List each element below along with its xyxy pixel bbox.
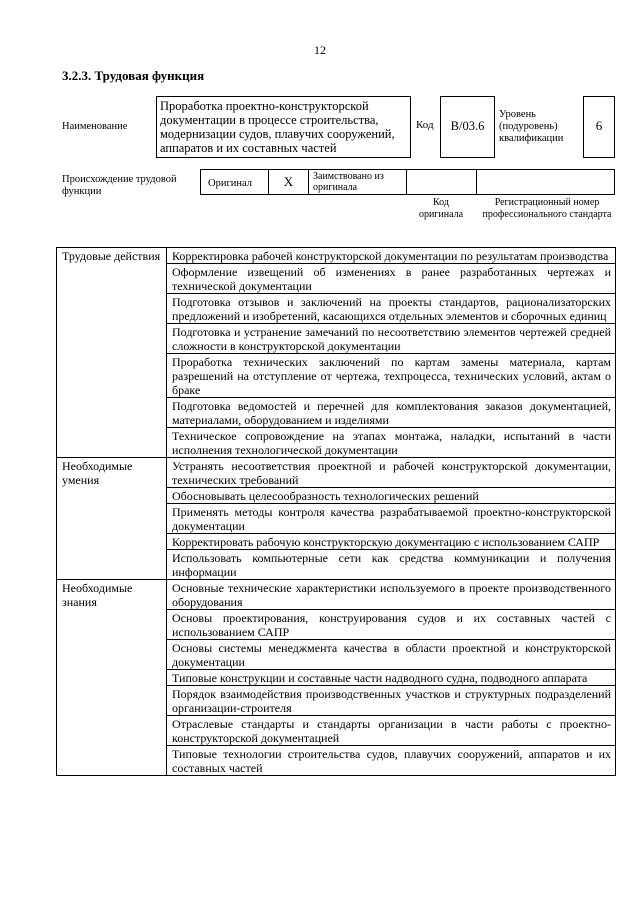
borrowed-label: Заимствовано из оригинала [313, 171, 384, 193]
section-heading: Необходимые знания [57, 580, 167, 776]
level-label: Уровень (подуровень) квалификации [499, 109, 564, 144]
table-row [57, 580, 616, 610]
section-item: Проработка технических заключений по картам замены материала, картам разрешений на отступление от чертежа, техпроцесса, технических условий, актам о браке [167, 354, 616, 398]
code-original-label: Код оригинала [418, 197, 464, 220]
code-label: Код [416, 119, 434, 131]
section-item: Использовать компьютерные сети как средства коммуникации и получения информации [167, 550, 616, 580]
section-item: Устранять несоответствия проектной и рабочей конструкторской документации, технических требований [167, 458, 616, 488]
section-heading: Необходимые умения [57, 458, 167, 580]
section-item: Обосновывать целесообразность технологических решений [167, 488, 616, 504]
origin-label: Происхождение трудовой функции [62, 174, 177, 197]
section-item: Подготовка отзывов и заключений на проекты стандартов, рационализаторских предложений и изобретений, касающихся отдельных элементов и сборочных единиц [167, 294, 616, 324]
level-value: 6 [595, 118, 603, 133]
section-item: Порядок взаимодействия производственных участков и структурных подразделений организации-строителя [167, 686, 616, 716]
original-mark: Х [283, 174, 294, 189]
section-item: Основные технические характеристики используемого в проекте производственного оборудования [167, 580, 616, 610]
table-row [57, 458, 616, 488]
page-number: 12 [314, 43, 326, 57]
section-item: Корректировка рабочей конструкторской документации по результатам производства [167, 248, 616, 264]
section-item: Типовые технологии строительства судов, плавучих сооружений, аппаратов и их составных частей [167, 746, 616, 776]
labor-function-table [56, 247, 616, 776]
section-item: Подготовка и устранение замечаний по несоответствию элементов чертежей средней сложности в конструкторской документации [167, 324, 616, 354]
original-label: Оригинал [208, 178, 252, 189]
code-original-cell [406, 169, 477, 195]
table-row [57, 248, 616, 264]
reg-number-label: Регистрационный номер профессионального стандарта [482, 197, 612, 220]
code-value: В/03.6 [450, 119, 485, 133]
section-heading: Трудовые действия [57, 248, 167, 458]
section-item: Отраслевые стандарты и стандарты организации в части работы с проектно-конструкторской документацией [167, 716, 616, 746]
section-item: Оформление извещений об изменениях в ранее разработанных чертежах и технической документации [167, 264, 616, 294]
section-item: Техническое сопровождение на этапах монтажа, наладки, испытаний в части исполнения технологической документации [167, 428, 616, 458]
section-item: Подготовка ведомостей и перечней для комплектования заказов документацией, материалами, оборудованием и изделиями [167, 398, 616, 428]
section-item: Основы системы менеджмента качества в области проектной и конструкторской документации [167, 640, 616, 670]
section-item: Корректировать рабочую конструкторскую документацию с использованием САПР [167, 534, 616, 550]
section-item: Типовые конструкции и составные части надводного судна, подводного аппарата [167, 670, 616, 686]
section-title: 3.2.3. Трудовая функция [62, 68, 205, 83]
section-item: Основы проектирования, конструирования судов и их составных частей с использованием САПР [167, 610, 616, 640]
name-label: Наименование [62, 121, 128, 132]
section-item: Применять методы контроля качества разрабатываемой проектно-конструкторской документации [167, 504, 616, 534]
name-value: Проработка проектно-конструкторской документации в процессе строительства, модернизации судов, плавучих сооружений, аппаратов и их составных частей [160, 99, 395, 155]
